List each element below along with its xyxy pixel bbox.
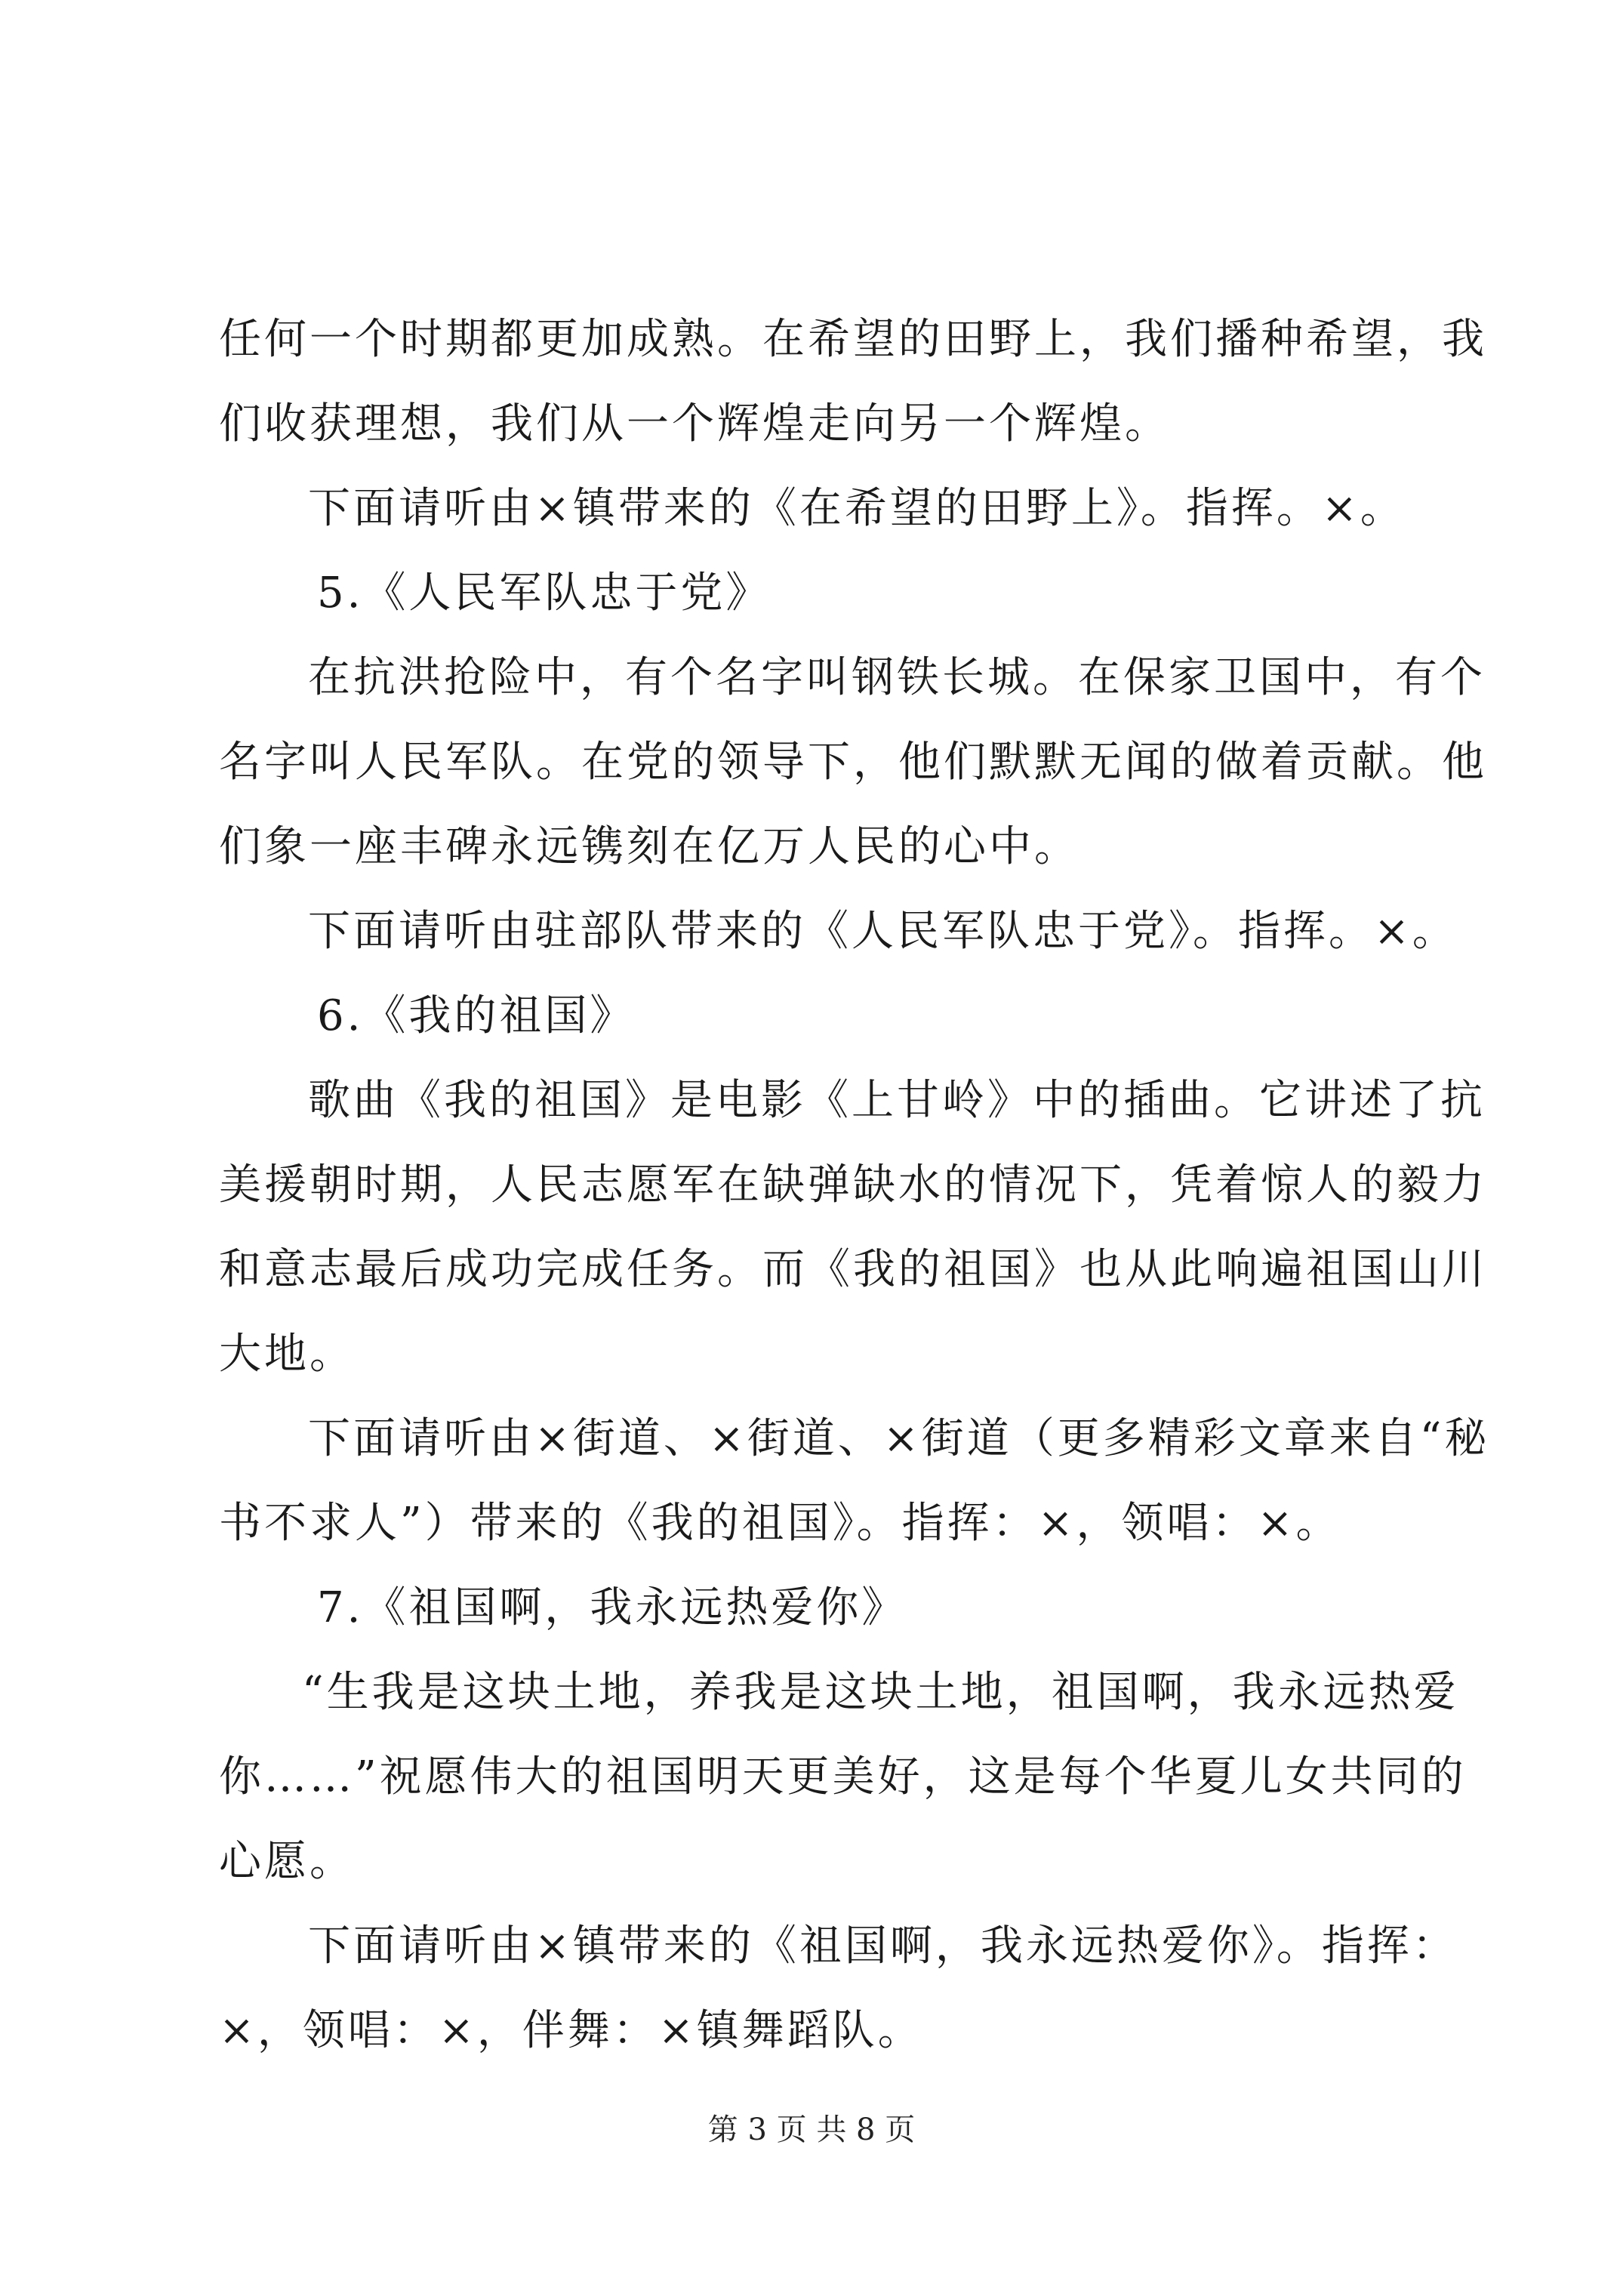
text-line: 下面请听由×镇带来的《祖国啊，我永远热爱你》。指挥： <box>308 1922 1458 1971</box>
text-line: 们象一座丰碑永远镌刻在亿万人民的心中。 <box>219 822 1079 871</box>
text-line: 书不求人”）带来的《我的祖国》。指挥：×，领唱：×。 <box>219 1499 1341 1548</box>
text-line: 大地。 <box>219 1330 355 1379</box>
text-line: 美援朝时期，人民志愿军在缺弹缺水的情况下，凭着惊人的毅力 <box>219 1160 1487 1210</box>
text-line: 你……”祝愿伟大的祖国明天更美好，这是每个华夏儿女共同的 <box>219 1752 1467 1801</box>
text-line: 和意志最后成功完成任务。而《我的祖国》也从此响遍祖国山川 <box>219 1245 1487 1294</box>
text-line: 在抗洪抢险中，有个名字叫钢铁长城。在保家卫国中，有个 <box>308 653 1486 702</box>
section-heading: 7.《祖国啊，我永远热爱你》 <box>317 1583 907 1632</box>
section-heading: 5.《人民军队忠于党》 <box>317 569 771 618</box>
text-line: 任何一个时期都更加成熟。在希望的田野上，我们播种希望，我 <box>219 315 1487 364</box>
text-line: 下面请听由驻部队带来的《人民军队忠于党》。指挥。×。 <box>308 907 1458 956</box>
text-line: 下面请听由×镇带来的《在希望的田野上》。指挥。×。 <box>308 484 1406 533</box>
text-line: 歌曲《我的祖国》是电影《上甘岭》中的插曲。它讲述了抗 <box>308 1076 1486 1125</box>
text-line: 们收获理想，我们从一个辉煌走向另一个辉煌。 <box>219 399 1170 448</box>
text-line: 下面请听由×街道、×街道、×街道（更多精彩文章来自“秘 <box>308 1414 1490 1463</box>
text-line: “生我是这块土地，养我是这块土地，祖国啊，我永远热爱 <box>302 1668 1459 1717</box>
text-line: 心愿。 <box>219 1837 355 1886</box>
page-number-footer: 第 3 页 共 8 页 <box>707 2113 916 2147</box>
text-line: 名字叫人民军队。在党的领导下，他们默默无闻的做着贡献。他 <box>219 738 1487 787</box>
section-heading: 6.《我的祖国》 <box>317 991 636 1040</box>
text-line: ×，领唱：×，伴舞：×镇舞蹈队。 <box>219 2006 923 2055</box>
